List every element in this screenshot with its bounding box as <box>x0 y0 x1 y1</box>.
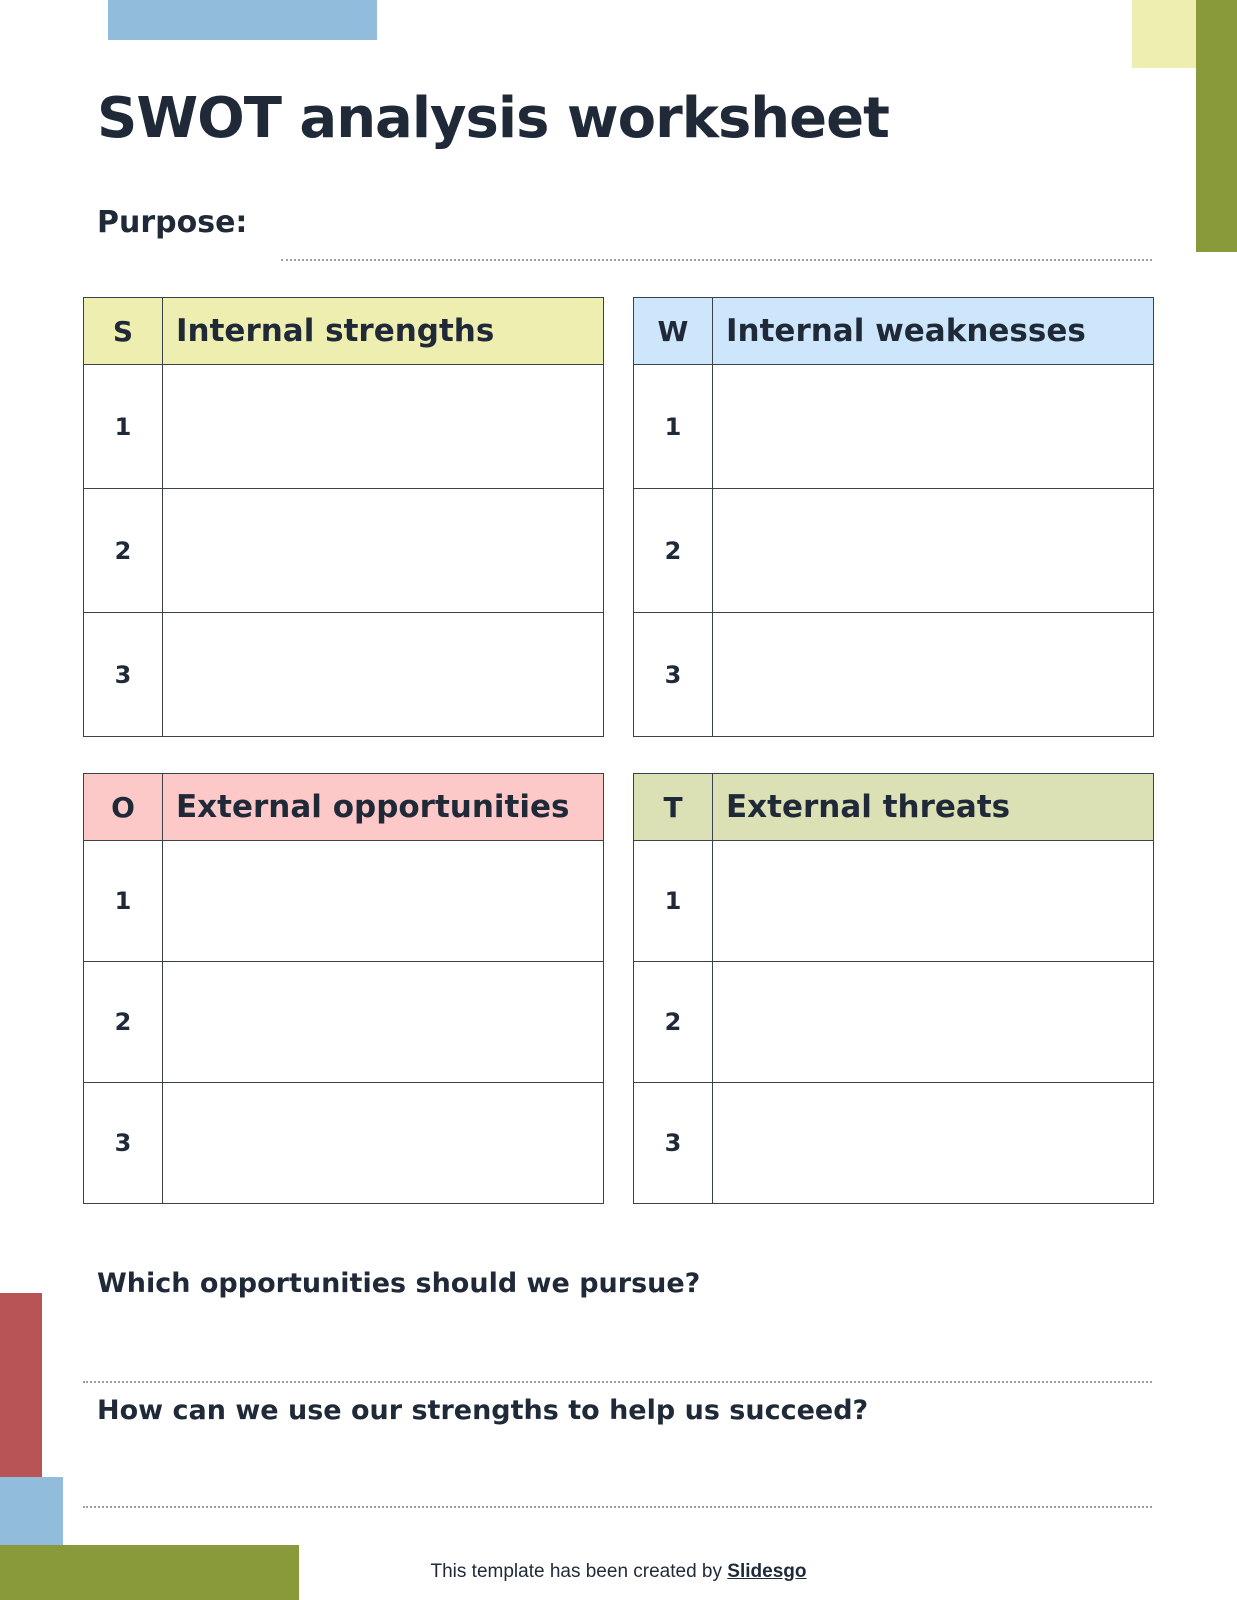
footer-brand-link[interactable]: Slidesgo <box>727 1561 807 1582</box>
row-number: 2 <box>634 962 713 1083</box>
row-number: 2 <box>634 489 713 613</box>
threats-entry-1[interactable] <box>713 841 1154 962</box>
table-row <box>84 841 604 962</box>
table-row <box>634 613 1154 737</box>
weaknesses-label: Internal weaknesses <box>713 298 1154 365</box>
top-blue-bar <box>108 0 377 40</box>
page-title: SWOT analysis worksheet <box>97 86 889 151</box>
left-blue-block <box>0 1477 63 1545</box>
opportunities-entry-1[interactable] <box>163 841 604 962</box>
opportunities-letter: O <box>84 774 163 841</box>
threats-entry-2[interactable] <box>713 962 1154 1083</box>
table-row <box>634 489 1154 613</box>
strengths-entry-3[interactable] <box>163 613 604 737</box>
threats-header <box>634 774 1154 841</box>
row-number: 2 <box>84 489 163 613</box>
footer-credit <box>0 1561 1237 1583</box>
threats-letter: T <box>634 774 713 841</box>
weaknesses-entry-3[interactable] <box>713 613 1154 737</box>
row-number: 3 <box>84 613 163 737</box>
threats-entry-3[interactable] <box>713 1083 1154 1204</box>
strengths-table <box>83 297 604 737</box>
question-opportunities: Which opportunities should we pursue? <box>97 1268 701 1299</box>
opportunities-entry-3[interactable] <box>163 1083 604 1204</box>
answer-line-opportunities[interactable] <box>83 1381 1152 1383</box>
purpose-line[interactable] <box>281 259 1152 261</box>
question-strengths: How can we use our strengths to help us succeed? <box>97 1395 869 1426</box>
table-row <box>84 1083 604 1204</box>
weaknesses-letter: W <box>634 298 713 365</box>
strengths-header <box>84 298 604 365</box>
left-red-bar <box>0 1293 42 1477</box>
top-right-olive-bar <box>1196 0 1237 252</box>
table-row <box>634 365 1154 489</box>
table-row <box>634 962 1154 1083</box>
table-row <box>84 365 604 489</box>
weaknesses-entry-2[interactable] <box>713 489 1154 613</box>
strengths-entry-2[interactable] <box>163 489 604 613</box>
weaknesses-header <box>634 298 1154 365</box>
strengths-letter: S <box>84 298 163 365</box>
row-number: 2 <box>84 962 163 1083</box>
table-row <box>84 613 604 737</box>
top-right-yellow-block <box>1132 0 1196 68</box>
strengths-label: Internal strengths <box>163 298 604 365</box>
footer-text: This template has been created by <box>430 1561 723 1582</box>
opportunities-label: External opportunities <box>163 774 604 841</box>
row-number: 3 <box>634 1083 713 1204</box>
answer-line-strengths[interactable] <box>83 1506 1152 1508</box>
opportunities-entry-2[interactable] <box>163 962 604 1083</box>
purpose-label: Purpose: <box>97 205 248 240</box>
threats-table <box>633 773 1154 1204</box>
row-number: 3 <box>634 613 713 737</box>
weaknesses-entry-1[interactable] <box>713 365 1154 489</box>
row-number: 1 <box>84 841 163 962</box>
opportunities-table <box>83 773 604 1204</box>
table-row <box>634 841 1154 962</box>
threats-label: External threats <box>713 774 1154 841</box>
row-number: 3 <box>84 1083 163 1204</box>
row-number: 1 <box>84 365 163 489</box>
row-number: 1 <box>634 365 713 489</box>
row-number: 1 <box>634 841 713 962</box>
strengths-entry-1[interactable] <box>163 365 604 489</box>
opportunities-header <box>84 774 604 841</box>
table-row <box>84 962 604 1083</box>
weaknesses-table <box>633 297 1154 737</box>
table-row <box>84 489 604 613</box>
table-row <box>634 1083 1154 1204</box>
